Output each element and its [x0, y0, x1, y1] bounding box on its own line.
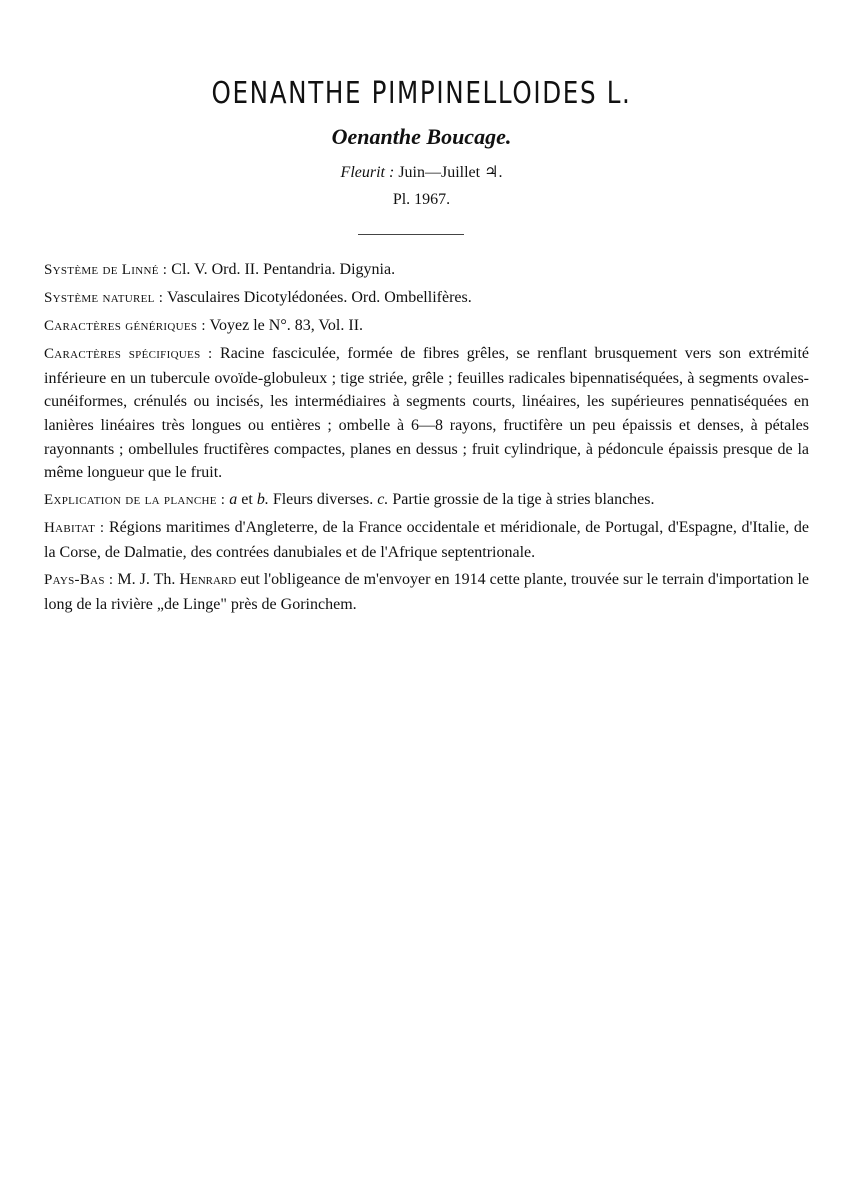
- specifiques-label: Caractères spécifiques :: [44, 346, 213, 363]
- paysbas-person-initials: M. J. Th.: [117, 571, 176, 589]
- habitat-paragraph: [44, 516, 809, 564]
- planche-letter-b: b.: [256, 491, 269, 509]
- linne-paragraph: [44, 258, 809, 283]
- linne-label: Système de Linné :: [44, 262, 168, 278]
- description-body: [44, 258, 809, 620]
- planche-text-ab: Fleurs diverses.: [272, 491, 374, 509]
- flowering-line: [0, 162, 843, 182]
- page-title: OENANTHE PIMPINELLOIDES L.: [211, 76, 632, 111]
- planche-paragraph: [44, 488, 809, 513]
- divider-rule: [358, 234, 464, 235]
- paysbas-label: Pays-Bas :: [44, 572, 114, 589]
- paysbas-text: eut l'obligeance de m'envoyer en 1914 cette plante, trouvée sur le terrain d'importation le long de la rivière „de Linge" près de Gorinchem.: [44, 571, 810, 613]
- generiques-label: Caractères génériques :: [44, 318, 206, 335]
- planche-label: Explication de la planche :: [44, 492, 226, 509]
- naturel-label: Système naturel :: [44, 290, 164, 307]
- habitat-text: Régions maritimes d'Angleterre, de la France occidentale et méridionale, de Portugal, d'Espagne, d'Italie, de la Corse, de Dalmatie, des contrées danubiales et de l'Afrique septentrionale.: [44, 519, 809, 562]
- naturel-text: Vasculaires Dicotylédonées. Ord. Ombellifères.: [166, 289, 472, 307]
- planche-and: et: [241, 491, 253, 509]
- generiques-paragraph: [44, 314, 809, 339]
- specifiques-paragraph: [44, 342, 809, 485]
- paysbas-person-name: Henrard: [179, 571, 237, 589]
- specifiques-text: Racine fasciculée, formée de fibres grêles, se renflant brusquement vers son extrémité inférieure en un tubercule ovoïde-globuleux ; tige striée, grêle ; feuilles radicales bipennatiséquées, à segments ovales-cunéiformes, crénulés ou incisés, les intermédiaires à segments courts, linéaires, les supérieures pennatiséquées en lanières linéaires très longues ou entières ; ombelle à 6—8 rayons, fructifère un peu épaissis et denses, à pétales rayonnants ; ombellules fructifères compactes, planes en dessus ; fruit cylindrique, à pédoncule épaissis presque de la même longueur que le fruit.: [44, 345, 810, 482]
- page-subtitle: Oenanthe Boucage.: [331, 124, 512, 149]
- linne-text: Cl. V. Ord. II. Pentandria. Digynia.: [171, 261, 396, 278]
- flowering-value: Juin—Juillet ♃.: [398, 164, 503, 181]
- planche-letter-c: c.: [377, 491, 389, 509]
- paysbas-paragraph: [44, 568, 809, 616]
- plate-number: Pl. 1967.: [392, 191, 451, 208]
- habitat-label: Habitat :: [44, 520, 105, 537]
- planche-letter-a: a: [229, 491, 238, 509]
- naturel-paragraph: [44, 286, 809, 311]
- generiques-text: Voyez le N°. 83, Vol. II.: [209, 317, 364, 335]
- planche-text-c: Partie grossie de la tige à stries blanches.: [392, 491, 655, 509]
- flowering-label: Fleurit :: [340, 164, 395, 181]
